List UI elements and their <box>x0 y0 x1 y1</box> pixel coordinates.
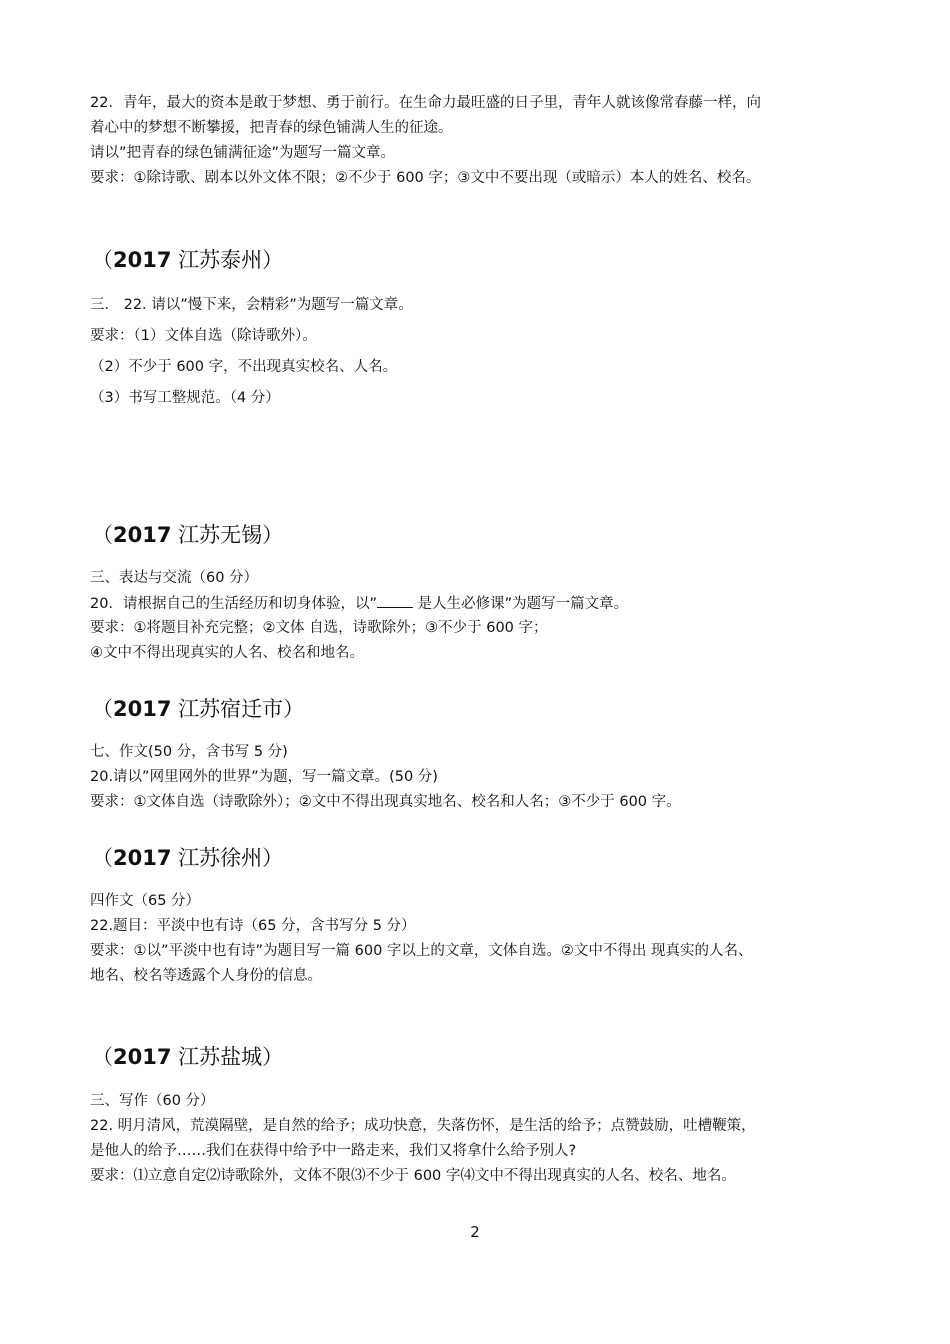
section-heading-suqian <box>92 695 304 723</box>
requirements-text: 要求：（1）文体自选（除诗歌外）。 <box>90 328 317 344</box>
heading-region: 江苏盐城） <box>178 1045 284 1069</box>
requirements-text: （2）不少于 600 字，不出现真实校名、人名。 <box>90 359 398 375</box>
heading-region: 江苏泰州） <box>178 248 284 272</box>
heading-open-paren: （ <box>92 248 113 272</box>
section-subtitle: 七、作文(50 分，含书写 5 分) <box>90 744 288 760</box>
page-number: 2 <box>470 1223 480 1241</box>
heading-open-paren: （ <box>92 697 113 721</box>
heading-year: 2017 <box>113 846 172 870</box>
question-text: 着心中的梦想不断攀援，把青春的绿色铺满人生的征途。 <box>90 120 453 136</box>
heading-year: 2017 <box>113 697 172 721</box>
heading-year: 2017 <box>113 1045 172 1069</box>
requirements-text: 要求：①以”平淡中也有诗”为题目写一篇 600 字以上的文章，文体自选。②文中不得出 现真实的人名、 <box>90 943 753 959</box>
heading-open-paren: （ <box>92 846 113 870</box>
question-text: 20.请以”网里网外的世界”为题，写一篇文章。(50 分) <box>90 769 438 785</box>
question-text-end: 是人生必修课”为题写一篇文章。 <box>417 596 629 612</box>
question-text-start: 20．请根据自己的生活经历和切身体验，以” <box>90 596 377 612</box>
heading-region: 江苏宿迁市） <box>178 697 305 721</box>
question-text: 22. 明月清风，荒漠隔壁，是自然的给予；成功快意，失落伤怀，是生活的给予；点赞鼓励，吐槽鞭策， <box>90 1118 756 1134</box>
section-subtitle: 三、写作（60 分） <box>90 1093 215 1109</box>
fill-in-blank <box>377 593 413 608</box>
heading-year: 2017 <box>113 248 172 272</box>
heading-region: 江苏徐州） <box>178 846 284 870</box>
requirements-text: 要求：①除诗歌、剧本以外文体不限；②不少于 600 字；③文中不要出现（或暗示）本人的姓名、校名。 <box>90 170 761 186</box>
requirements-text: 要求：⑴立意自定⑵诗歌除外，文体不限⑶不少于 600 字⑷文中不得出现真实的人名、校名、地名。 <box>90 1168 736 1184</box>
section-subtitle: 四作文（65 分） <box>90 893 201 909</box>
heading-open-paren: （ <box>92 1045 113 1069</box>
section-subtitle: 三、表达与交流（60 分） <box>90 570 259 586</box>
question-text: 22.题目：平淡中也有诗（65 分，含书写分 5 分） <box>90 918 416 934</box>
section-heading-yancheng <box>92 1043 283 1071</box>
requirements-text: 要求：①将题目补充完整；②文体 自选，诗歌除外；③不少于 600 字； <box>90 620 548 636</box>
question-text: 三． 22. 请以”慢下来，会精彩”为题写一篇文章。 <box>90 297 413 313</box>
question-text: 22．青年，最大的资本是敢于梦想、勇于前行。在生命力最旺盛的日子里，青年人就该像常春藤一样，向 <box>90 95 761 111</box>
question-prompt: 请以”把青春的绿色铺满征途”为题写一篇文章。 <box>90 145 396 161</box>
heading-year: 2017 <box>113 523 172 547</box>
question-text <box>90 593 628 614</box>
requirements-text: ④文中不得出现真实的人名、校名和地名。 <box>90 645 364 661</box>
requirements-text: 地名、校名等透露个人身份的信息。 <box>90 968 322 984</box>
heading-region: 江苏无锡） <box>178 523 284 547</box>
section-heading-taizhou <box>92 246 283 274</box>
heading-open-paren: （ <box>92 523 113 547</box>
requirements-text: 要求：①文体自选（诗歌除外）；②文中不得出现真实地名、校名和人名；③不少于 600 字。 <box>90 794 681 810</box>
section-heading-xuzhou <box>92 844 283 872</box>
section-heading-wuxi <box>92 521 283 549</box>
question-text: 是他人的给予……我们在获得中给予中一路走来，我们又将拿什么给予别人? <box>90 1143 577 1159</box>
requirements-text: （3）书写工整规范。（4 分） <box>90 390 280 406</box>
